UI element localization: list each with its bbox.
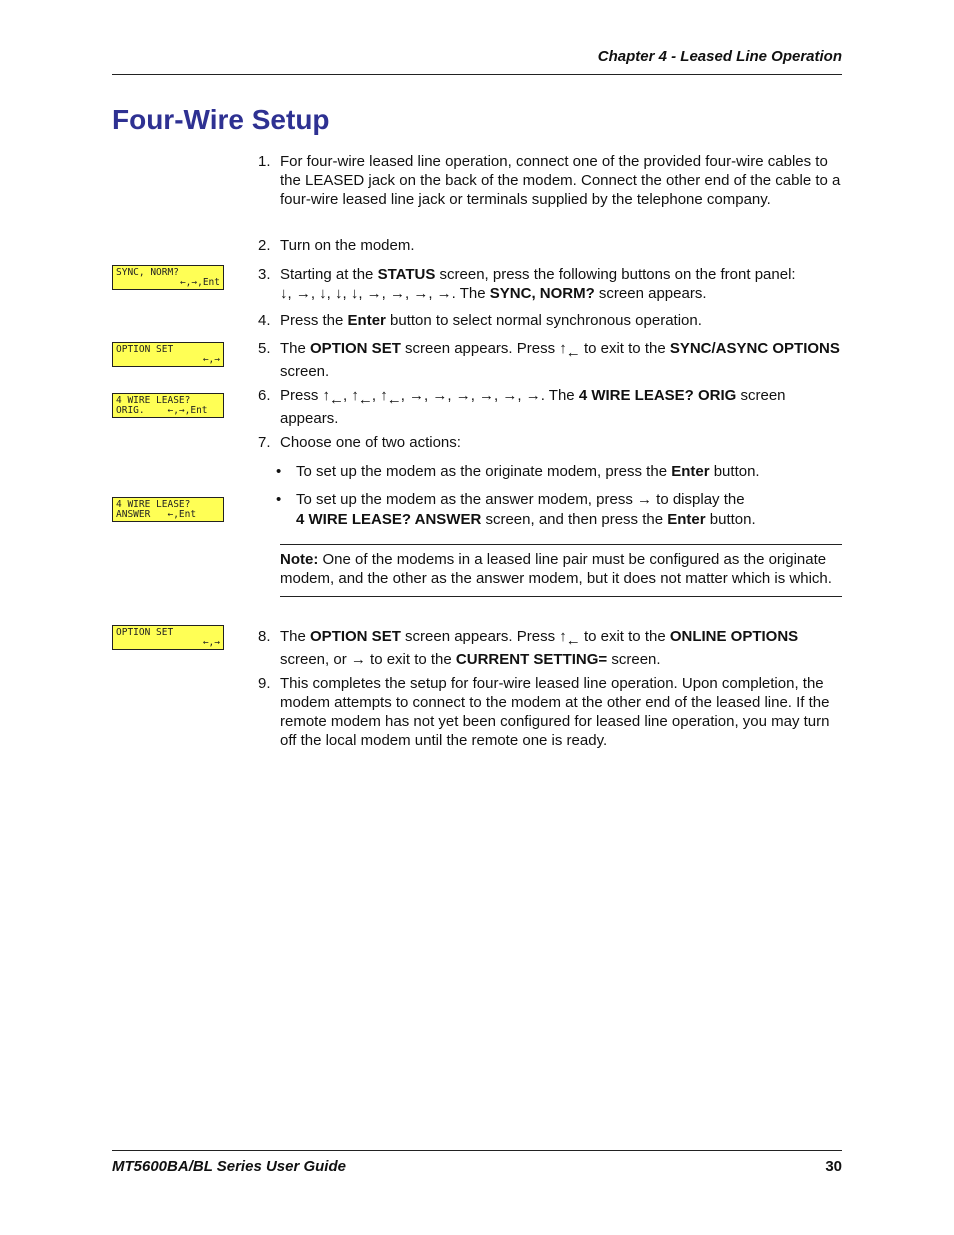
- step-number: 6.: [258, 387, 271, 404]
- lcd-screen-option-set-2: [112, 625, 224, 650]
- chapter-header: Chapter 4 - Leased Line Operation: [597, 48, 842, 65]
- lcd-line: ANSWER ←,Ent: [116, 509, 197, 520]
- lcd-line: SYNC, NORM?: [116, 267, 179, 278]
- step-text: Press $↑_\leftarrow$, $↑_\leftarrow$, $↑_\leftarrow$, →, →, →, →, →, →. The 4 WIRE LEASE? ORIG screen appears.: [280, 387, 786, 427]
- up-left-arrow-icon: $↑_\leftarrow$: [380, 387, 401, 408]
- bullet-text: To set up the modem as the answer modem, press → to display the 4 WIRE LEASE? ANSWER screen, and then press the Enter button.: [296, 491, 756, 528]
- bullet-dot: •: [276, 491, 282, 508]
- page-title: Four-Wire Setup: [112, 104, 330, 135]
- step-number: 1.: [258, 153, 271, 170]
- lcd-line: ←,→: [202, 637, 220, 648]
- step-number: 3.: [258, 266, 271, 283]
- step-number: 2.: [258, 237, 271, 254]
- footer-rule: [112, 1150, 842, 1151]
- lcd-line: ←,→,Ent: [179, 277, 220, 288]
- step-number: 5.: [258, 340, 271, 357]
- lcd-screen-sync-norm: [112, 265, 224, 290]
- step-text: This completes the setup for four-wire leased line operation. Upon completion, the modem attempts to connect to the modem at the other end of the leased line. If the remote modem has not yet been configured for leased line operation, you may turn off the local modem until the remote one is ready.: [280, 675, 830, 749]
- step-text: Starting at the STATUS screen, press the following buttons on the front panel: ↓, →, ↓, ↓, ↓, →, →, →, →. The SYNC, NORM? screen appears.: [280, 266, 796, 302]
- lcd-screen-option-set: [112, 342, 224, 367]
- note-box: [280, 544, 842, 597]
- step-text: Turn on the modem.: [280, 237, 415, 254]
- step-text: Press the Enter button to select normal synchronous operation.: [280, 312, 702, 329]
- step-number: 7.: [258, 434, 271, 451]
- up-left-arrow-icon: $↑_\leftarrow$: [559, 340, 580, 361]
- up-left-arrow-icon: $↑_\leftarrow$: [322, 387, 344, 408]
- bullet-dot: •: [276, 463, 282, 480]
- page-number: 30: [825, 1158, 842, 1175]
- step-text: The OPTION SET screen appears. Press $↑_\leftarrow$ to exit to the ONLINE OPTIONS screen, or → to exit to the CURRENT SETTING= screen.: [280, 628, 799, 668]
- step-text: The OPTION SET screen appears. Press $↑_\leftarrow$ to exit to the SYNC/ASYNC OPTIONS screen.: [280, 340, 840, 380]
- bullet-text: To set up the modem as the originate modem, press the Enter button.: [296, 463, 760, 480]
- up-left-arrow-icon: $↑_\leftarrow$: [559, 628, 580, 649]
- lcd-line: ←,→: [202, 354, 220, 365]
- step-number: 4.: [258, 312, 271, 329]
- step-number: 8.: [258, 628, 271, 645]
- note-text: One of the modems in a leased line pair must be configured as the originate modem, and the other as the answer modem, but it does not matter which is which.: [280, 551, 832, 587]
- step-number: 9.: [258, 675, 271, 692]
- lcd-line: 4 WIRE LEASE?: [116, 499, 191, 510]
- footer-guide-title: MT5600BA/BL Series User Guide: [112, 1158, 346, 1175]
- lcd-line: OPTION SET: [116, 627, 174, 638]
- lcd-line: OPTION SET: [116, 344, 174, 355]
- lcd-line: 4 WIRE LEASE?: [116, 395, 191, 406]
- up-left-arrow-icon: $↑_\leftarrow$: [351, 387, 372, 408]
- header-rule: [112, 74, 842, 75]
- step-text: Choose one of two actions:: [280, 434, 461, 451]
- lcd-line: ORIG. ←,→,Ent: [116, 405, 208, 416]
- lcd-screen-4wire-orig: [112, 393, 224, 418]
- step-text: For four-wire leased line operation, connect one of the provided four-wire cables to the LEASED jack on the back of the modem. Connect the other end of the cable to a four-wire leased line jack or terminals supplied by the telephone company.: [280, 153, 841, 208]
- lcd-screen-4wire-answer: [112, 497, 224, 522]
- note-label: Note:: [280, 551, 319, 568]
